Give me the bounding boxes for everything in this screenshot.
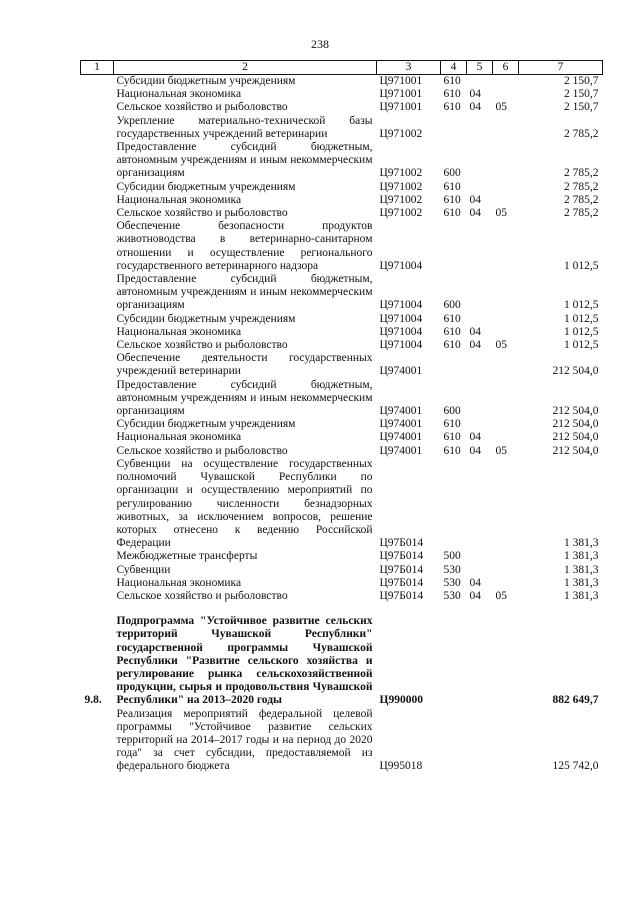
row-section [467,75,493,89]
table-row [81,273,603,313]
row-code: Ц971002 [379,180,423,193]
table-row [81,708,603,774]
row-expense-type [441,220,467,273]
row-subsection: 05 [495,101,507,114]
row-amount: 1 012,5 [564,339,599,352]
row-subsection [493,458,519,550]
row-name: Субвенции на осуществление государственных полномочий Чувашской Республики по организации и осуществлению мероприятий по регулированию численности безнадзорных животных, за исключением вопросов, решение которых отнесено к ведению Российской Федерации [116,457,373,550]
row-subsection [493,603,519,707]
table-row [81,564,603,577]
table-row [81,75,603,89]
row-amount: 882 649,7 [552,694,599,707]
row-expense-type: 610 [443,75,461,87]
row-subsection: 05 [495,589,507,602]
table-row [81,458,603,550]
row-name: Реализация мероприятий федеральной целевой программы "Устойчивое развитие сельских территорий на 2014–2017 годы и на период до 2020 года" за счет субсидии, предоставляемой из федерального бюджета [116,707,373,773]
row-subsection [493,181,519,194]
table-row [81,88,603,101]
row-name: Субсидии бюджетным учреждениям [116,418,296,431]
header-col-7: 7 [519,61,603,75]
row-section [467,220,493,273]
row-subsection [493,141,519,181]
row-expense-type: 610 [443,207,461,220]
table-row [81,352,603,378]
row-name: Сельское хозяйство и рыболовство [116,589,288,602]
row-section: 04 [469,88,481,101]
row-amount: 2 150,7 [564,101,599,114]
row-code: Ц974001 [379,365,423,378]
row-code: Ц971004 [379,299,423,312]
row-code: Ц995018 [379,760,423,773]
row-number [81,181,114,194]
header-col-4: 4 [441,61,467,75]
table-row [81,590,603,603]
row-expense-type [441,603,467,707]
table-row [81,207,603,220]
row-name: Сельское хозяйство и рыболовство [116,339,288,352]
row-number [81,550,114,563]
row-subsection [493,431,519,444]
row-number [81,75,114,89]
row-expense-type: 610 [443,431,461,444]
row-subsection: 05 [495,339,507,352]
row-code: Ц971002 [379,207,423,220]
row-code: Ц97Б014 [379,563,424,576]
row-code: Ц971004 [379,259,423,272]
row-amount: 1 381,3 [564,563,599,576]
row-code: Ц97Б014 [379,589,424,602]
row-section [467,141,493,181]
row-amount: 1 012,5 [564,299,599,312]
header-col-5: 5 [467,61,493,75]
row-name: Обеспечение деятельности государственных учреждений ветеринарии [116,352,373,378]
row-code: Ц97Б014 [379,550,424,563]
row-amount: 1 012,5 [564,259,599,272]
row-name: Субсидии бюджетным учреждениям [116,75,296,87]
row-expense-type: 610 [443,88,461,101]
row-section: 04 [469,431,481,444]
row-number [81,708,114,774]
header-col-2: 2 [114,61,377,75]
row-code: Ц974001 [379,444,423,457]
row-number [81,577,114,590]
table-row [81,220,603,273]
row-number [81,431,114,444]
row-name: Предоставление субсидий бюджетным, автономным учреждениям и иным некоммерческим организациям [116,378,373,418]
row-name: Сельское хозяйство и рыболовство [116,444,288,457]
row-amount: 1 012,5 [564,312,599,325]
row-code: Ц971004 [379,325,423,338]
row-name: Предоставление субсидий бюджетным, автономным учреждениям и иным некоммерческим организациям [116,141,373,180]
row-subsection [493,708,519,774]
row-number [81,101,114,114]
row-name: Субвенции [116,563,171,576]
row-code: Ц97Б014 [379,537,424,550]
header-col-3: 3 [377,61,441,75]
row-number [81,115,114,141]
row-amount: 212 504,0 [552,405,599,418]
row-expense-type: 600 [443,299,461,312]
row-name: Укрепление материально-технической базы государственных учреждений ветеринарии [116,114,373,140]
row-expense-type: 610 [443,193,461,206]
row-number [81,379,114,419]
row-code: Ц971001 [379,101,423,114]
table-row [81,141,603,181]
row-code: Ц971002 [379,127,423,140]
row-section [467,550,493,563]
row-name: Субсидии бюджетным учреждениям [116,312,296,325]
row-expense-type: 530 [443,576,461,589]
row-number [81,141,114,181]
table-row [81,431,603,444]
row-number [81,564,114,577]
row-subsection [493,326,519,339]
row-subsection [493,273,519,313]
row-number [81,352,114,378]
table-row [81,577,603,590]
table-header-row [81,61,603,75]
table-row [81,445,603,458]
row-code: Ц971004 [379,312,423,325]
row-amount: 2 785,2 [564,207,599,220]
row-amount: 212 504,0 [552,431,599,444]
row-section [467,273,493,313]
row-code: Ц971004 [379,339,423,352]
row-amount: 212 504,0 [552,365,599,378]
row-code: Ц971002 [379,193,423,206]
table-row [81,115,603,141]
row-section [467,708,493,774]
row-expense-type: 600 [443,405,461,418]
row-subsection [493,418,519,431]
table-row [81,379,603,419]
row-amount: 212 504,0 [552,418,599,431]
row-expense-type: 600 [443,167,461,180]
row-number: 9.8. [84,694,102,707]
header-col-1: 1 [81,61,114,75]
row-name: Национальная экономика [116,193,242,206]
row-expense-type: 500 [443,550,461,563]
table-body [81,75,603,774]
row-number [81,88,114,101]
row-code: Ц974001 [379,431,423,444]
row-code: Ц990000 [379,694,423,707]
row-section: 04 [469,589,481,602]
row-section [467,458,493,550]
row-section [467,181,493,194]
row-amount: 1 381,3 [564,576,599,589]
row-section: 04 [469,576,481,589]
row-number [81,194,114,207]
row-code: Ц971001 [379,75,423,87]
row-amount: 2 150,7 [564,75,599,87]
table-row [81,181,603,194]
row-subsection [493,550,519,563]
row-number [81,458,114,550]
row-subsection [493,313,519,326]
row-section [467,603,493,707]
row-subsection [493,379,519,419]
row-subsection [493,352,519,378]
row-number [81,326,114,339]
row-name: Предоставление субсидий бюджетным, автономным учреждениям и иным некоммерческим организациям [116,273,373,312]
table-row [81,550,603,563]
row-expense-type: 610 [443,180,461,193]
row-subsection [493,88,519,101]
row-section [467,418,493,431]
row-section [467,379,493,419]
row-expense-type: 530 [443,563,461,576]
table-row [81,418,603,431]
row-code: Ц971001 [379,88,423,101]
row-expense-type: 610 [443,101,461,114]
row-name: Межбюджетные трансферты [116,550,258,563]
budget-table [80,60,603,774]
row-section: 04 [469,193,481,206]
table-row [81,313,603,326]
row-section [467,352,493,378]
row-amount: 1 381,3 [564,537,599,550]
table-row [81,326,603,339]
row-expense-type: 610 [443,325,461,338]
row-expense-type: 530 [443,589,461,602]
row-amount: 1 381,3 [564,589,599,602]
row-subsection [493,75,519,89]
row-section [467,115,493,141]
row-section: 04 [469,207,481,220]
row-expense-type: 610 [443,339,461,352]
row-subsection [493,115,519,141]
row-expense-type [441,115,467,141]
row-section: 04 [469,325,481,338]
row-name: Субсидии бюджетным учреждениям [116,180,296,193]
row-name: Национальная экономика [116,88,242,101]
row-amount: 2 150,7 [564,88,599,101]
row-amount: 125 742,0 [552,760,599,773]
row-expense-type: 610 [443,444,461,457]
table-row [81,603,603,707]
row-code: Ц974001 [379,418,423,431]
row-expense-type: 610 [443,418,461,431]
row-code: Ц97Б014 [379,576,424,589]
row-code: Ц974001 [379,405,423,418]
page-number: 238 [311,37,329,51]
row-section: 04 [469,339,481,352]
row-subsection: 05 [495,444,507,457]
header-col-6: 6 [493,61,519,75]
row-name: Подпрограмма "Устойчивое развитие сельских территорий Чувашской Республики" государственной программы Чувашской Республики "Развитие сельского хозяйства и регулирование рынка сельскохозяйственной продукции, сырья и продовольствия Чувашской Республики" на 2013–2020 годы [116,615,373,707]
row-expense-type [441,708,467,774]
row-amount: 1 381,3 [564,550,599,563]
row-number [81,273,114,313]
row-expense-type [441,458,467,550]
row-code: Ц971002 [379,167,423,180]
row-expense-type [441,352,467,378]
row-number [81,339,114,352]
row-number [81,207,114,220]
row-subsection: 05 [495,207,507,220]
row-amount: 2 785,2 [564,193,599,206]
row-number [81,220,114,273]
row-name: Обеспечение безопасности продуктов животноводства в ветеринарно-санитарном отношении и осуществление регионального государственного ветеринарного надзора [116,220,373,272]
row-number [81,313,114,326]
table-row [81,101,603,114]
row-amount: 2 785,2 [564,127,599,140]
row-name: Национальная экономика [116,431,242,444]
row-name: Национальная экономика [116,325,242,338]
row-number [81,590,114,603]
row-section: 04 [469,444,481,457]
row-subsection [493,564,519,577]
row-number [81,418,114,431]
row-section [467,564,493,577]
row-name: Сельское хозяйство и рыболовство [116,207,288,220]
row-name: Сельское хозяйство и рыболовство [116,101,288,114]
row-subsection [493,220,519,273]
row-amount: 1 012,5 [564,325,599,338]
row-subsection [493,194,519,207]
row-section [467,313,493,326]
table-row [81,194,603,207]
row-amount: 212 504,0 [552,444,599,457]
row-expense-type: 610 [443,312,461,325]
row-amount: 2 785,2 [564,180,599,193]
row-subsection [493,577,519,590]
row-number [81,445,114,458]
row-name: Национальная экономика [116,576,242,589]
row-section: 04 [469,101,481,114]
row-amount: 2 785,2 [564,167,599,180]
table-row [81,339,603,352]
